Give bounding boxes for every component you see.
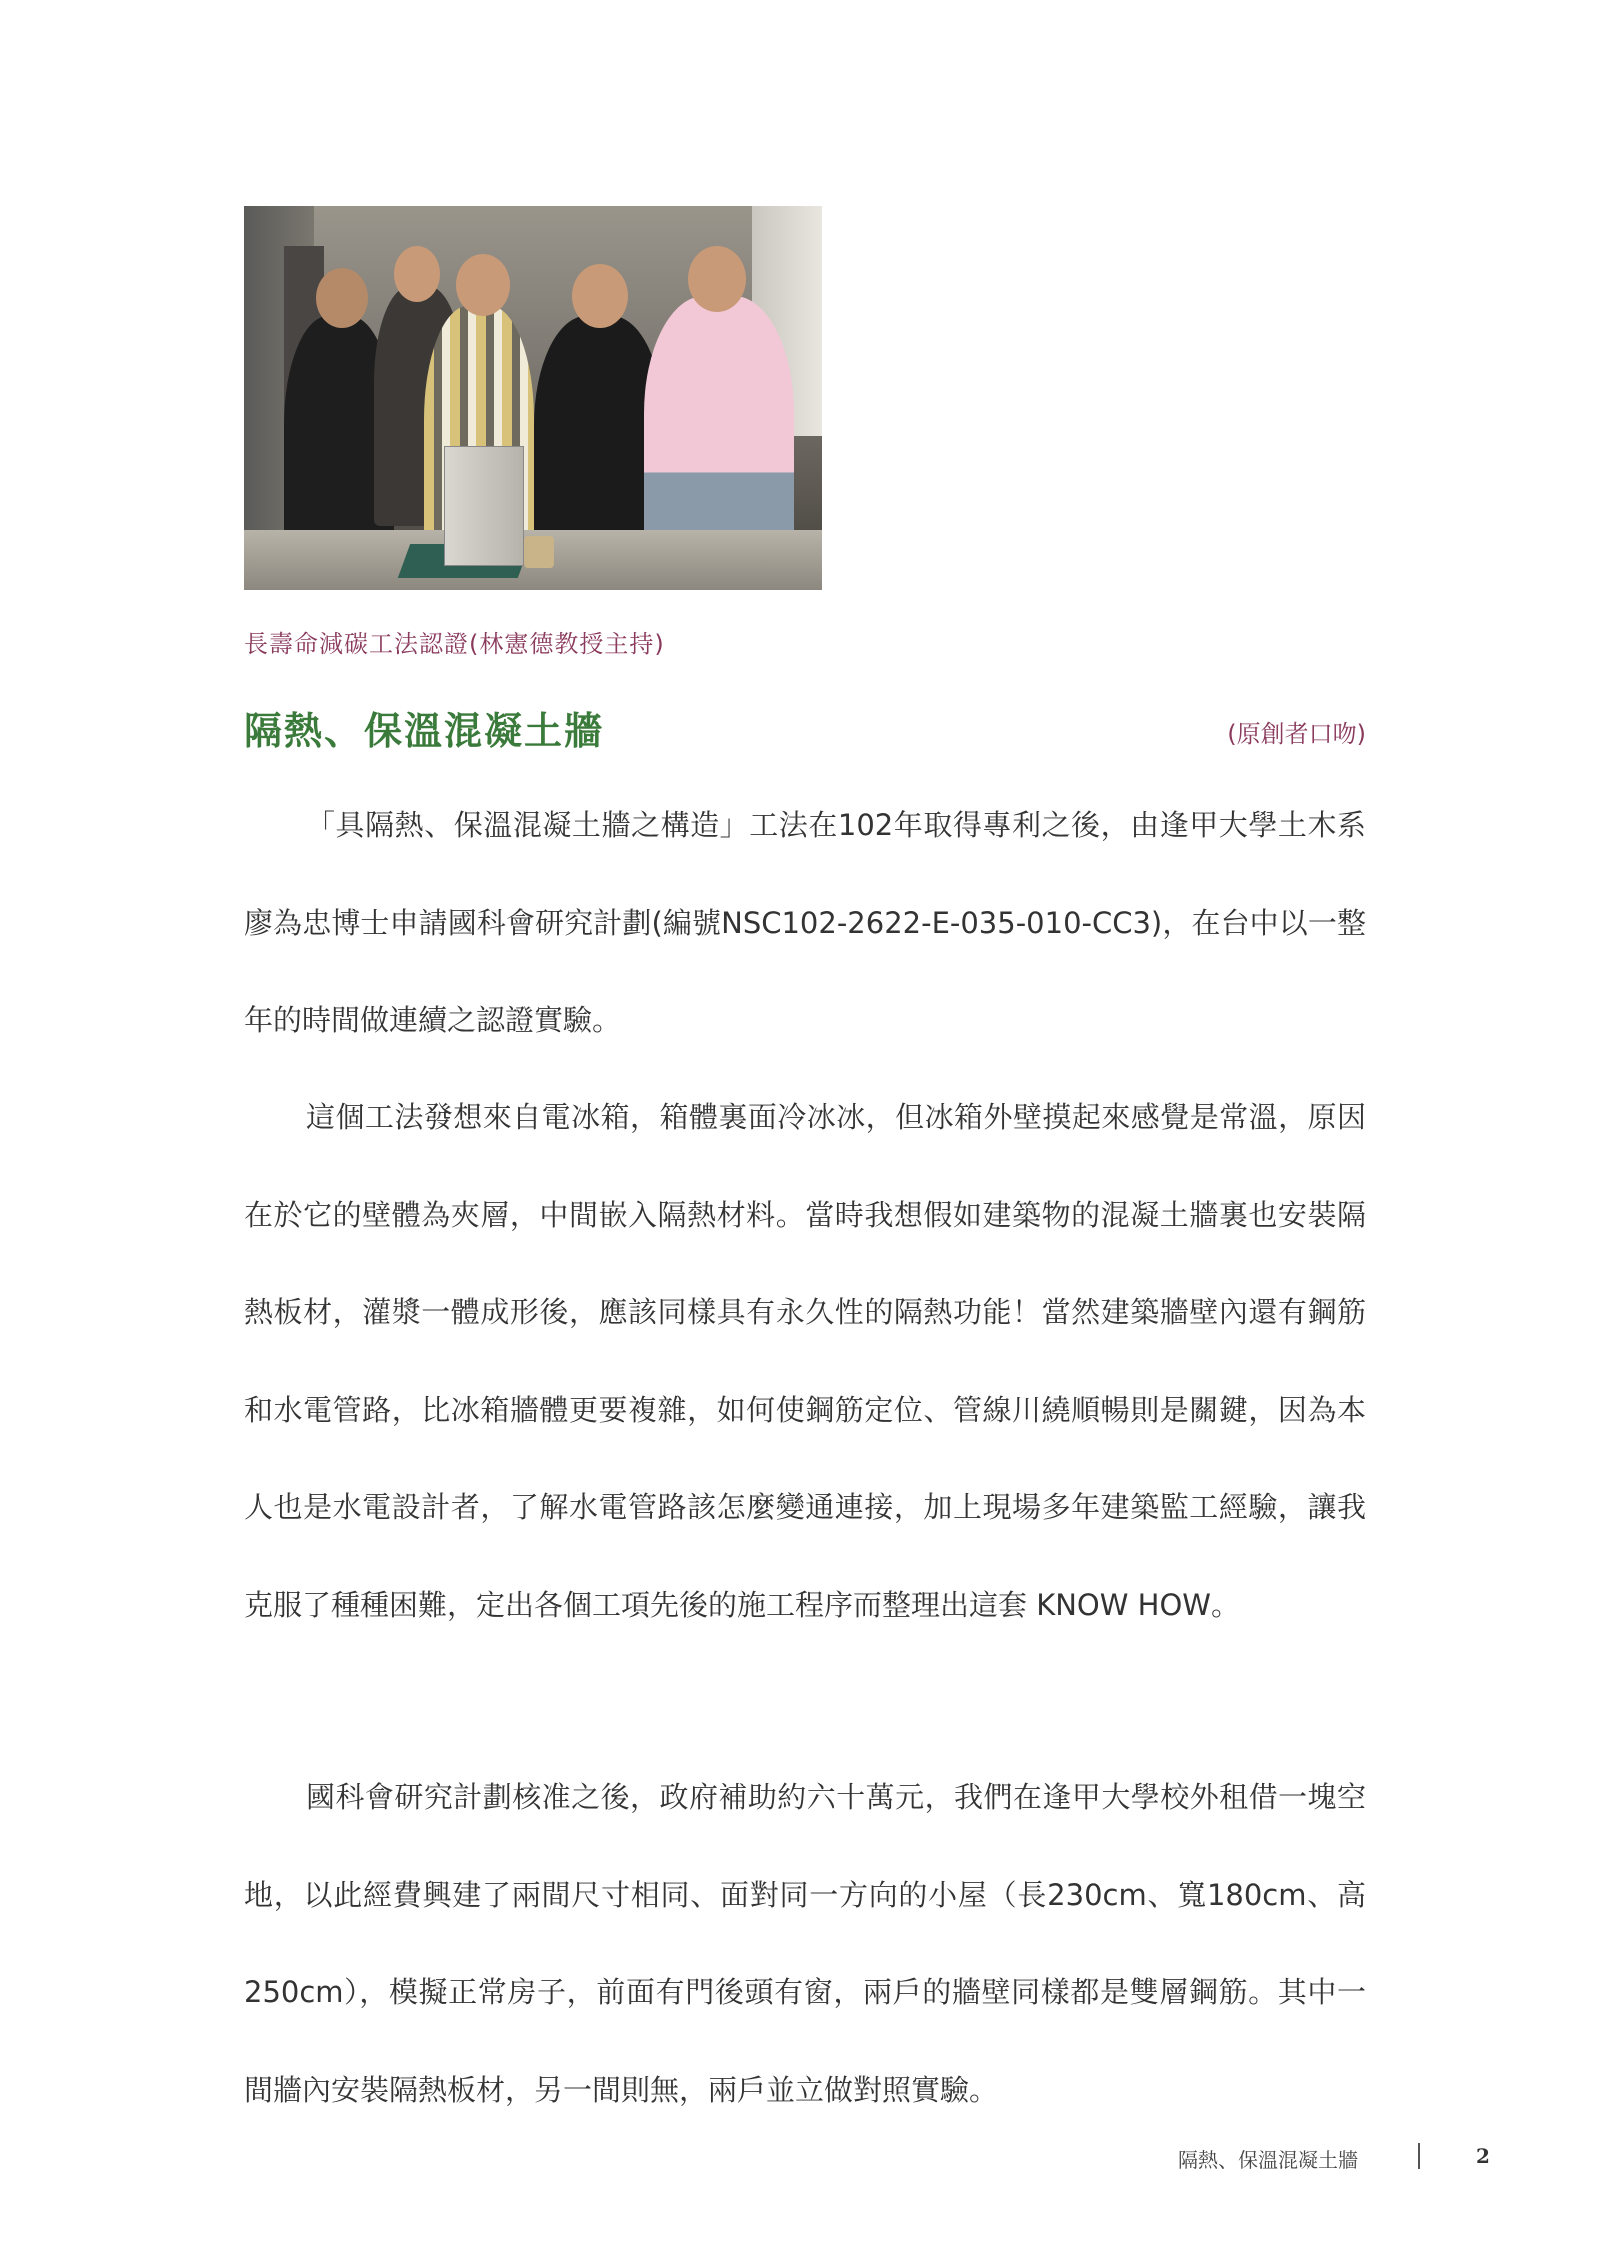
person-4-head (572, 264, 628, 328)
concrete-sample-box (444, 446, 524, 566)
section-subtitle: (原創者口吻) (1227, 720, 1366, 748)
paragraph-text: 這個工法發想來自電冰箱，箱體裏面冷冰冰，但冰箱外壁摸起來感覺是常溫，原因在於它的壁體為夾層，中間嵌入隔熱材料。當時我想假如建築物的混凝土牆裏也安裝隔熱板材，灌漿一體成形後，應該同樣具有永久性的隔熱功能！當然建築牆壁內還有鋼筋和水電管路，比冰箱牆體更要複雜，如何使鋼筋定位、管線川繞順暢則是關鍵，因為本人也是水電設計者，了解水電管路該怎麼變通連接，加上現場多年建築監工經驗，讓我克服了種種困難，定出各個工項先後的施工程序而整理出這套 KNOW HOW。 (244, 1100, 1366, 1622)
footer-divider (1418, 2143, 1420, 2169)
section-title: 隔熱、保溫混凝土牆 (244, 709, 605, 753)
body-paragraph (244, 1069, 1366, 1654)
person-1-head (316, 268, 368, 328)
paragraph-text: 國科會研究計劃核准之後，政府補助約六十萬元，我們在逢甲大學校外租借一塊空地，以此經費興建了兩間尺寸相同、面對同一方向的小屋（長230cm、寬180cm、高250cm），模擬正常房子，前面有門後頭有窗，兩戶的牆壁同樣都是雙層鋼筋。其中一間牆內安裝隔熱板材，另一間則無，兩戶並立做對照實驗。 (244, 1780, 1366, 2107)
paragraph-text: 「具隔熱、保溫混凝土牆之構造」工法在102年取得專利之後，由逢甲大學土木系廖為忠博士申請國科會研究計劃(編號NSC102-2622-E-035-010-CC3)，在台中以一整年的時間做連續之認證實驗。 (244, 808, 1366, 1037)
body-paragraph (244, 777, 1366, 1070)
group-photo (244, 206, 822, 590)
mug-icon (524, 536, 554, 568)
person-2-head (394, 246, 440, 302)
photo-caption: 長壽命減碳工法認證(林憲德教授主持) (244, 630, 665, 658)
person-5-head (688, 246, 746, 312)
person-3-head (456, 254, 510, 316)
page-number: 2 (1476, 2144, 1490, 2168)
body-paragraph (244, 1749, 1366, 2139)
running-title: 隔熱、保溫混凝土牆 (1178, 2148, 1358, 2172)
